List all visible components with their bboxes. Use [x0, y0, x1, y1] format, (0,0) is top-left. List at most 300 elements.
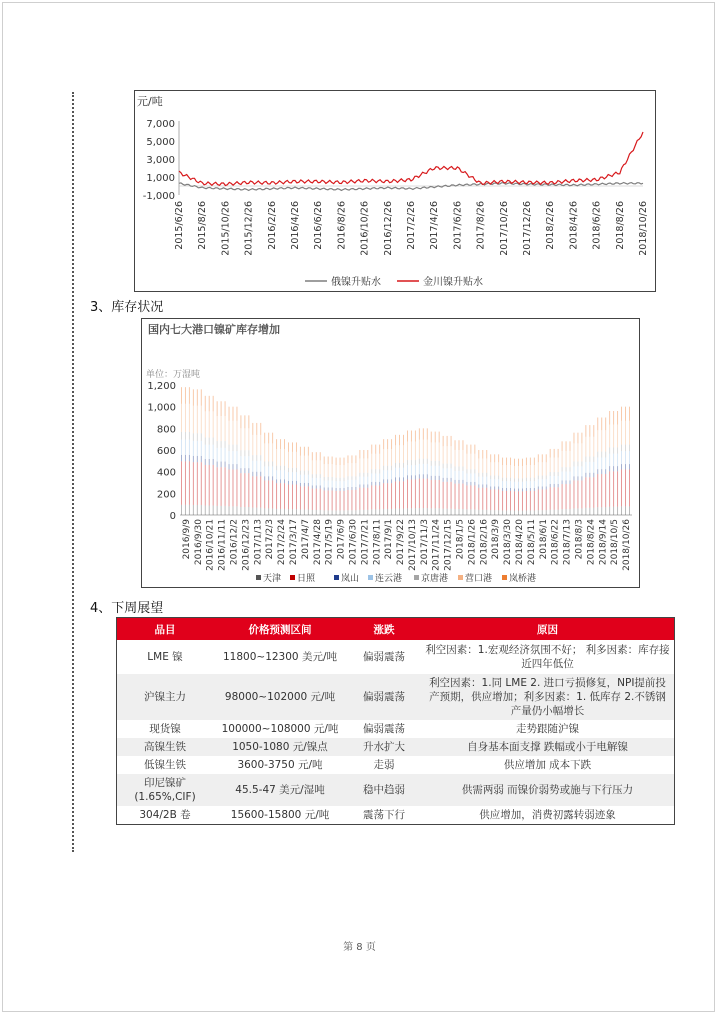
- inventory-bar-segment: [308, 510, 309, 515]
- inventory-bar-segment: [427, 474, 428, 478]
- inventory-bar-segment: [451, 464, 452, 469]
- inventory-bar-segment: [324, 480, 325, 487]
- inventory-bar-segment: [562, 441, 563, 451]
- inventory-bar-segment: [403, 477, 404, 481]
- inventory-xtick: 2016/12/2: [229, 519, 240, 566]
- inventory-bar-segment: [268, 480, 269, 508]
- table-cell: 偏弱震荡: [363, 723, 405, 735]
- inventory-bar-segment: [470, 473, 471, 481]
- inventory-bar-segment: [518, 459, 519, 466]
- inventory-bar-segment: [474, 445, 475, 454]
- inventory-bar-segment: [233, 421, 234, 445]
- inventory-bar-segment: [605, 418, 606, 431]
- inventory-bar-segment: [300, 510, 301, 515]
- inventory-bar-segment: [308, 471, 309, 475]
- inventory-bar-segment: [367, 484, 368, 487]
- inventory-bar-segment: [431, 432, 432, 443]
- table-cell: 100000~108000 元/吨: [221, 723, 339, 735]
- inventory-bar-segment: [233, 407, 234, 421]
- inventory-xtick: 2017/2/3: [265, 519, 276, 560]
- inventory-bar-segment: [506, 478, 507, 481]
- inventory-bar-segment: [463, 480, 464, 484]
- inventory-bar-segment: [221, 506, 222, 515]
- inventory-bar-segment: [209, 438, 210, 445]
- inventory-bar-segment: [272, 480, 273, 508]
- inventory-xtick: 2017/11/3: [419, 519, 430, 566]
- inventory-bar-segment: [415, 465, 416, 475]
- inventory-bar-segment: [629, 407, 630, 421]
- inventory-bar-segment: [427, 428, 428, 439]
- inventory-xtick: 2017/5/19: [324, 519, 335, 566]
- inventory-bar-segment: [478, 510, 479, 515]
- inventory-bar-segment: [264, 476, 265, 480]
- inventory-bar-segment: [344, 478, 345, 481]
- table-cell: 现货镍: [149, 723, 181, 735]
- inventory-bar-segment: [435, 508, 436, 515]
- inventory-bar-segment: [510, 491, 511, 511]
- inventory-xtick: 2016/9/9: [181, 519, 192, 560]
- inventory-bar-segment: [518, 478, 519, 481]
- inventory-bar-segment: [367, 510, 368, 515]
- inventory-bar-segment: [530, 465, 531, 478]
- inventory-bar-segment: [240, 428, 241, 450]
- inventory-bar-segment: [597, 507, 598, 515]
- inventory-bar-segment: [225, 441, 226, 448]
- inventory-bar-segment: [189, 455, 190, 461]
- inventory-bar-segment: [597, 452, 598, 458]
- premium-xtick: 2015/8/26: [197, 201, 209, 250]
- inventory-bar-segment: [447, 509, 448, 515]
- inventory-bar-segment: [609, 447, 610, 453]
- inventory-bar-segment: [470, 482, 471, 486]
- inventory-bar-segment: [486, 510, 487, 515]
- inventory-bar-segment: [264, 480, 265, 508]
- inventory-bar-segment: [443, 464, 444, 469]
- inventory-bar-segment: [256, 455, 257, 461]
- inventory-bar-segment: [237, 421, 238, 445]
- inventory-bar-segment: [348, 455, 349, 463]
- inventory-bar-segment: [474, 485, 475, 509]
- inventory-bar-segment: [244, 456, 245, 468]
- inventory-bar-segment: [494, 476, 495, 480]
- inventory-bar-segment: [522, 510, 523, 515]
- inventory-bar-segment: [589, 508, 590, 515]
- inventory-bar-segment: [431, 480, 432, 508]
- premium-xtick: 2018/4/26: [568, 201, 580, 250]
- inventory-bar-segment: [181, 505, 182, 515]
- inventory-bar-segment: [367, 473, 368, 477]
- inventory-bar-segment: [312, 485, 313, 488]
- inventory-bar-segment: [185, 455, 186, 461]
- inventory-bar-segment: [217, 416, 218, 441]
- inventory-bar-segment: [272, 433, 273, 444]
- inventory-bar-segment: [276, 470, 277, 479]
- inventory-bar-segment: [581, 433, 582, 444]
- inventory-xtick: 2018/5/11: [526, 519, 537, 566]
- inventory-bar-segment: [320, 452, 321, 460]
- inventory-bar-segment: [217, 448, 218, 462]
- inventory-bar-segment: [383, 479, 384, 483]
- inventory-bar-segment: [312, 452, 313, 460]
- inventory-bar-segment: [256, 472, 257, 477]
- inventory-bar-segment: [478, 450, 479, 458]
- inventory-bar-segment: [589, 425, 590, 437]
- inventory-legend-swatch: [458, 575, 463, 580]
- inventory-bar-segment: [411, 465, 412, 475]
- inventory-bar-segment: [478, 477, 479, 485]
- inventory-bar-segment: [304, 486, 305, 509]
- inventory-bar-segment: [522, 489, 523, 492]
- inventory-bar-segment: [379, 485, 380, 509]
- inventory-bar-segment: [510, 458, 511, 465]
- inventory-bar-segment: [601, 507, 602, 515]
- inventory-bar-segment: [272, 508, 273, 515]
- inventory-bar-segment: [272, 466, 273, 476]
- inventory-bar-segment: [375, 482, 376, 486]
- inventory-bar-segment: [375, 509, 376, 515]
- inventory-bar-segment: [470, 485, 471, 509]
- section-inventory-heading: 3、库存状况: [90, 300, 164, 315]
- inventory-bar-segment: [193, 389, 194, 405]
- inventory-bar-segment: [514, 510, 515, 515]
- inventory-bar-segment: [411, 431, 412, 442]
- inventory-bar-segment: [344, 481, 345, 488]
- inventory-bar-segment: [276, 509, 277, 515]
- inventory-xtick: 2017/9/22: [396, 519, 407, 566]
- premium-chart-ylabel: 元/吨: [137, 95, 163, 108]
- inventory-bar-segment: [530, 491, 531, 511]
- inventory-bar-segment: [562, 509, 563, 515]
- inventory-bar-segment: [470, 454, 471, 469]
- inventory-bar-segment: [403, 463, 404, 468]
- inventory-bar-segment: [451, 478, 452, 482]
- inventory-bar-segment: [459, 440, 460, 450]
- inventory-bar-segment: [363, 473, 364, 477]
- table-row: [117, 774, 675, 806]
- inventory-bar-segment: [403, 481, 404, 508]
- inventory-bar-segment: [391, 479, 392, 483]
- inventory-bar-segment: [276, 449, 277, 466]
- inventory-bar-segment: [300, 447, 301, 456]
- inventory-legend-label: 营口港: [465, 574, 493, 584]
- inventory-bar-segment: [336, 491, 337, 511]
- inventory-bar-segment: [566, 484, 567, 509]
- inventory-bar-segment: [264, 433, 265, 444]
- inventory-bar-segment: [431, 476, 432, 480]
- inventory-bar-segment: [478, 484, 479, 487]
- inventory-xtick: 2018/6/1: [538, 519, 549, 560]
- inventory-bar-segment: [252, 455, 253, 461]
- inventory-bar-segment: [193, 406, 194, 434]
- inventory-bar-segment: [554, 449, 555, 458]
- inventory-bar-segment: [351, 455, 352, 463]
- inventory-bar-segment: [566, 480, 567, 484]
- margin-dotted-line: [72, 92, 74, 852]
- inventory-bar-segment: [205, 445, 206, 459]
- inventory-bar-segment: [625, 407, 626, 421]
- inventory-bar-segment: [244, 415, 245, 428]
- inventory-bar-segment: [284, 470, 285, 479]
- inventory-chart: [141, 318, 640, 588]
- inventory-bar-segment: [205, 465, 206, 506]
- inventory-bar-segment: [585, 425, 586, 437]
- premium-xtick: 2016/12/26: [382, 201, 394, 256]
- inventory-ytick: 400: [156, 467, 176, 479]
- inventory-bar-segment: [225, 448, 226, 462]
- inventory-bar-segment: [510, 510, 511, 515]
- inventory-bar-segment: [558, 472, 559, 476]
- premium-ytick: 1,000: [146, 173, 175, 184]
- inventory-xtick: 2018/3/30: [503, 519, 514, 566]
- inventory-bar-segment: [466, 509, 467, 515]
- inventory-legend-swatch: [334, 575, 339, 580]
- table-cell: 利空因素：1.同 LME 2. 进口亏损修复，NPI提前投产预期，供应增加；利多因素：1. 低库存 2.不锈钢产量仍小幅增长: [421, 674, 675, 720]
- inventory-bar-segment: [613, 454, 614, 466]
- inventory-bar-segment: [601, 457, 602, 469]
- inventory-bar-segment: [617, 447, 618, 453]
- inventory-bar-segment: [244, 468, 245, 473]
- inventory-bar-segment: [486, 484, 487, 487]
- inventory-bar-segment: [506, 465, 507, 478]
- inventory-bar-segment: [296, 472, 297, 481]
- inventory-bar-segment: [284, 466, 285, 471]
- inventory-bar-segment: [344, 465, 345, 478]
- inventory-bar-segment: [403, 435, 404, 445]
- inventory-xtick: 2017/6/30: [348, 519, 359, 566]
- inventory-bar-segment: [574, 433, 575, 444]
- inventory-bar-segment: [217, 401, 218, 416]
- inventory-bar-segment: [419, 508, 420, 515]
- inventory-bar-segment: [340, 488, 341, 491]
- inventory-bar-segment: [554, 458, 555, 473]
- inventory-bar-segment: [344, 510, 345, 515]
- section-outlook-heading: 4、下周展望: [90, 601, 164, 616]
- inventory-bar-segment: [514, 459, 515, 466]
- inventory-bar-segment: [268, 461, 269, 466]
- inventory-bar-segment: [558, 510, 559, 515]
- inventory-bar-segment: [601, 474, 602, 507]
- inventory-bar-segment: [308, 447, 309, 456]
- inventory-bar-segment: [399, 445, 400, 463]
- inventory-ytick: 800: [156, 424, 176, 436]
- inventory-bar-segment: [585, 437, 586, 457]
- inventory-bar-segment: [205, 505, 206, 515]
- premium-xtick: 2015/10/26: [220, 201, 232, 256]
- inventory-bar-segment: [252, 508, 253, 515]
- table-cell: 自身基本面支撑 跌幅或小于电解镍: [421, 738, 675, 756]
- inventory-bar-segment: [340, 478, 341, 481]
- inventory-bar-segment: [399, 463, 400, 468]
- inventory-bar-segment: [229, 470, 230, 507]
- inventory-bar-segment: [371, 469, 372, 473]
- inventory-bar-segment: [613, 471, 614, 506]
- inventory-xtick: 2017/6/9: [336, 519, 347, 560]
- inventory-xtick: 2018/8/24: [586, 519, 597, 566]
- inventory-bar-segment: [375, 454, 376, 469]
- inventory-bar-segment: [387, 479, 388, 483]
- inventory-bar-segment: [455, 471, 456, 480]
- inventory-bar-segment: [288, 481, 289, 485]
- inventory-bar-segment: [577, 508, 578, 515]
- inventory-bar-segment: [574, 508, 575, 515]
- inventory-bar-segment: [431, 508, 432, 515]
- inventory-bar-segment: [518, 510, 519, 515]
- inventory-bar-segment: [562, 451, 563, 467]
- inventory-bar-segment: [459, 466, 460, 470]
- inventory-bar-segment: [407, 508, 408, 515]
- inventory-bar-segment: [617, 454, 618, 466]
- inventory-bar-segment: [181, 432, 182, 440]
- inventory-bar-segment: [455, 484, 456, 509]
- inventory-bar-segment: [403, 509, 404, 515]
- inventory-bar-segment: [248, 507, 249, 515]
- premium-xtick: 2018/10/26: [638, 201, 649, 256]
- inventory-bar-segment: [233, 451, 234, 464]
- inventory-bar-segment: [474, 469, 475, 473]
- inventory-bar-segment: [482, 484, 483, 487]
- inventory-bar-segment: [415, 480, 416, 509]
- inventory-bar-segment: [621, 421, 622, 445]
- inventory-bar-segment: [609, 425, 610, 448]
- inventory-bar-segment: [383, 509, 384, 515]
- inventory-bar-segment: [391, 483, 392, 509]
- inventory-bar-segment: [229, 445, 230, 452]
- inventory-bar-segment: [534, 478, 535, 481]
- inventory-bar-segment: [332, 480, 333, 487]
- inventory-bar-segment: [213, 396, 214, 411]
- inventory-bar-segment: [470, 445, 471, 454]
- inventory-bar-segment: [589, 437, 590, 457]
- table-cell: 走弱: [373, 759, 395, 771]
- inventory-bar-segment: [193, 441, 194, 456]
- inventory-bar-segment: [447, 464, 448, 469]
- inventory-bar-segment: [514, 489, 515, 492]
- inventory-bar-segment: [530, 458, 531, 465]
- inventory-bar-segment: [288, 452, 289, 468]
- inventory-bar-segment: [181, 387, 182, 404]
- inventory-bar-segment: [391, 449, 392, 466]
- inventory-bar-segment: [363, 450, 364, 458]
- premium-xtick: 2016/10/26: [359, 201, 371, 256]
- inventory-bar-segment: [530, 481, 531, 488]
- table-cell: 3600-3750 元/吨: [237, 759, 323, 771]
- inventory-bar-segment: [240, 468, 241, 473]
- inventory-bar-segment: [304, 510, 305, 515]
- inventory-xtick: 2016/11/11: [217, 519, 228, 571]
- inventory-bar-segment: [371, 445, 372, 454]
- inventory-bar-segment: [351, 463, 352, 476]
- inventory-bar-segment: [217, 467, 218, 506]
- inventory-bar-segment: [316, 474, 317, 478]
- inventory-bar-segment: [581, 443, 582, 461]
- premium-series-line-1: [179, 132, 643, 186]
- premium-xtick: 2016/8/26: [336, 201, 348, 250]
- inventory-bar-segment: [466, 445, 467, 454]
- inventory-legend-swatch: [290, 575, 295, 580]
- inventory-bar-segment: [593, 437, 594, 457]
- premium-ytick: 5,000: [146, 137, 175, 148]
- inventory-bar-segment: [395, 468, 396, 478]
- inventory-bar-segment: [411, 460, 412, 465]
- inventory-bar-segment: [455, 480, 456, 484]
- inventory-bar-segment: [181, 404, 182, 432]
- inventory-bar-segment: [284, 509, 285, 515]
- inventory-bar-segment: [328, 480, 329, 487]
- inventory-bar-segment: [526, 510, 527, 515]
- inventory-bar-segment: [482, 510, 483, 515]
- inventory-bar-segment: [205, 459, 206, 465]
- inventory-bar-segment: [252, 423, 253, 435]
- inventory-legend-swatch: [256, 575, 261, 580]
- inventory-bar-segment: [554, 484, 555, 487]
- inventory-bar-segment: [486, 473, 487, 477]
- inventory-bar-segment: [296, 452, 297, 468]
- inventory-bar-segment: [466, 473, 467, 481]
- inventory-bar-segment: [213, 505, 214, 515]
- inventory-bar-segment: [213, 438, 214, 445]
- inventory-bar-segment: [336, 481, 337, 488]
- inventory-bar-segment: [316, 485, 317, 488]
- inventory-bar-segment: [233, 470, 234, 507]
- inventory-bar-segment: [510, 481, 511, 488]
- inventory-xtick: 2018/7/13: [562, 519, 573, 566]
- inventory-bar-segment: [324, 488, 325, 491]
- inventory-bar-segment: [613, 507, 614, 515]
- inventory-bar-segment: [419, 464, 420, 474]
- inventory-bar-segment: [308, 486, 309, 509]
- inventory-xtick: 2018/9/14: [598, 519, 609, 566]
- table-row: [117, 756, 675, 774]
- inventory-bar-segment: [542, 462, 543, 475]
- inventory-bar-segment: [570, 472, 571, 481]
- inventory-bar-segment: [522, 482, 523, 489]
- inventory-xtick: 2018/1/26: [467, 519, 478, 566]
- inventory-bar-segment: [268, 433, 269, 444]
- inventory-bar-segment: [300, 456, 301, 471]
- inventory-bar-segment: [423, 464, 424, 474]
- table-cell: 震荡下行: [363, 809, 405, 821]
- inventory-bar-segment: [447, 436, 448, 446]
- inventory-bar-segment: [213, 445, 214, 459]
- inventory-bar-segment: [427, 464, 428, 474]
- inventory-bar-segment: [312, 478, 313, 486]
- inventory-bar-segment: [268, 443, 269, 461]
- inventory-bar-segment: [351, 480, 352, 487]
- inventory-bar-segment: [304, 471, 305, 475]
- premium-xtick: 2016/2/26: [266, 201, 278, 250]
- inventory-bar-segment: [423, 440, 424, 459]
- inventory-bar-segment: [189, 404, 190, 432]
- inventory-bar-segment: [601, 430, 602, 451]
- inventory-bar-segment: [498, 490, 499, 511]
- inventory-bar-segment: [395, 463, 396, 468]
- inventory-xtick: 2017/7/21: [360, 519, 371, 566]
- inventory-bar-segment: [348, 510, 349, 515]
- inventory-bar-segment: [296, 442, 297, 451]
- inventory-xtick: 2017/3/17: [289, 519, 299, 566]
- inventory-bar-segment: [391, 470, 392, 479]
- inventory-bar-segment: [510, 465, 511, 478]
- inventory-bar-segment: [304, 483, 305, 486]
- inventory-bar-segment: [221, 416, 222, 441]
- inventory-bar-segment: [546, 486, 547, 489]
- inventory-bar-segment: [625, 464, 626, 469]
- premium-xtick: 2017/8/26: [475, 201, 487, 250]
- inventory-bar-segment: [423, 474, 424, 478]
- inventory-bar-segment: [538, 479, 539, 486]
- inventory-bar-segment: [585, 457, 586, 462]
- inventory-bar-segment: [526, 465, 527, 478]
